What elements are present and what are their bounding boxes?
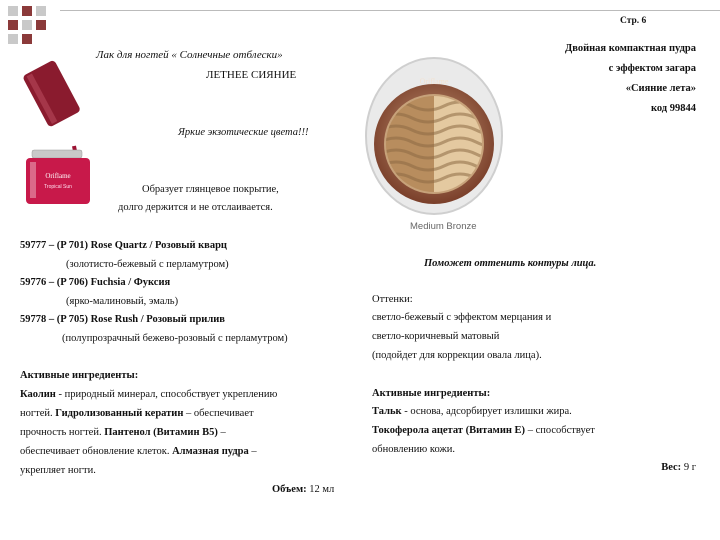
variant-note: (ярко-малиновый, эмаль) [66,296,179,307]
product-code: код 99844 [650,103,696,114]
shade-line3: (подойдет для коррекции овала лица). [372,350,542,361]
variant-code: 59778 – (P 705) Rose Rush / Розовый прилив [20,314,225,325]
left-ingredients-heading: Активные ингредиенты: [20,370,139,381]
compact-brand: Oriflame [419,77,449,86]
left-slogan: Яркие экзотические цвета!!! [178,127,309,138]
bottle-brand: Oriflame [45,172,71,180]
shade-caption: Medium Bronze [410,221,477,232]
right-ingredients-heading: Активные ингредиенты: [372,388,491,399]
variant-note: (полупрозрачный бежево-розовый с перламутром) [62,333,288,344]
bottle-label: Tropical Sun [44,184,72,190]
shade-line2: светло-коричневый матовый [372,331,500,342]
variant-note: (золотисто-бежевый с перламутром) [66,259,229,270]
weight-label: Вес: [661,462,682,473]
weight [661,459,696,477]
right-title-line3: «Сияние лета» [625,83,696,94]
page-number: Стр. 6 [620,16,647,26]
shades-heading: Оттенки: [372,294,413,305]
variant-code: 59777 – (P 701) Rose Quartz / Розовый кварц [20,240,227,251]
right-title-line1: Двойная компактная пудра [565,43,696,54]
volume [272,481,334,499]
left-title-line1: Лак для ногтей « Солнечные отблески» [96,49,283,61]
variant-code: 59776 – (P 706) Fuchsia / Фуксия [20,277,171,288]
nail-polish-image [14,58,94,208]
compact-powder-image [360,40,510,220]
volume-label: Объем: [272,484,307,495]
left-desc-line1: Образует глянцевое покрытие, [142,184,279,195]
weight-value: 9 г [683,462,696,473]
left-title-line2: ЛЕТНЕЕ СИЯНИЕ [206,69,297,81]
header-rule [60,10,720,11]
right-title-line2: с эффектом загара [608,63,696,74]
right-slogan: Поможет оттенить контуры лица. [424,258,597,269]
ingredient-tocopherol: Токоферола ацетат (Витамин Е) – способствует [372,425,595,436]
left-desc-line2: долго держится и не отслаивается. [118,202,273,213]
volume-value: 12 мл [309,484,335,495]
ingredient-talc: Тальк - основа, адсорбирует излишки жира. [372,406,572,417]
shade-line1: светло-бежевый с эффектом мерцания и [372,312,552,323]
ingredient-tocopherol-cont: обновлению кожи. [372,444,455,455]
